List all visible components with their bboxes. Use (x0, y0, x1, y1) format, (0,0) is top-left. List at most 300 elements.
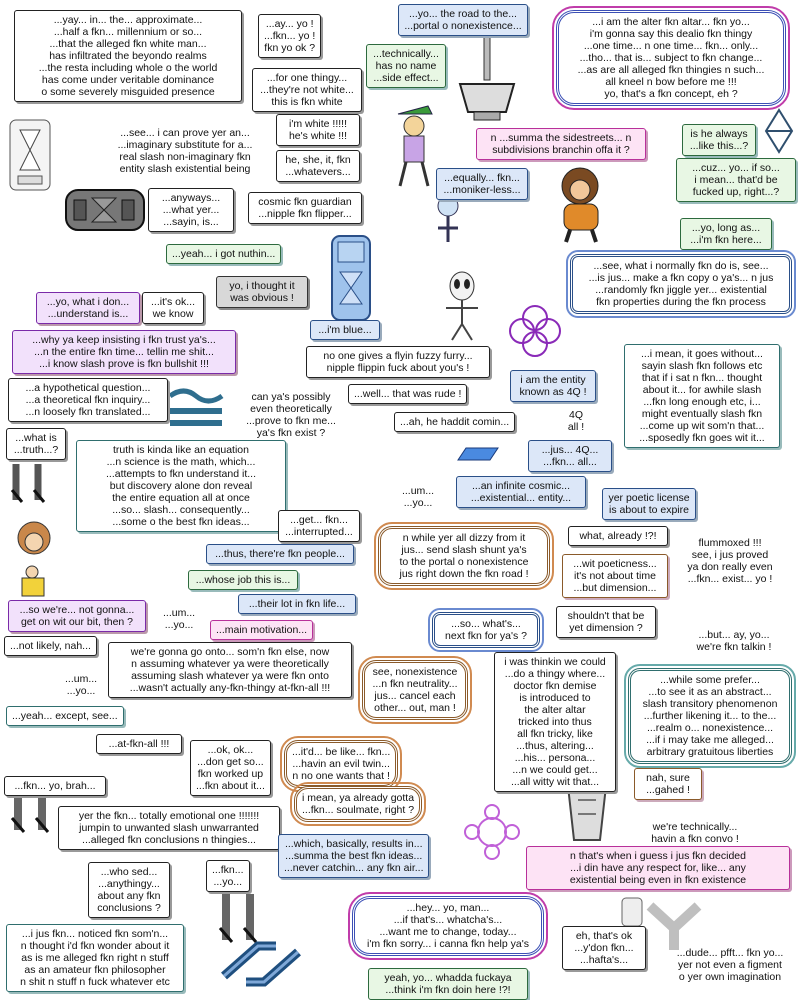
speech-line: ...imaginary substitute for a... (117, 139, 253, 151)
speech-line: we're technically... (652, 821, 738, 833)
speech-line: ...randomly fkn jiggle yer... existential (595, 284, 767, 296)
speech-line: ...for one thingy... (266, 72, 348, 84)
speech-line: ...yo... (403, 497, 433, 509)
speech-bubble-b50 (210, 620, 313, 640)
speech-line: ...what yer... (162, 204, 220, 216)
speech-bubble-b19 (570, 254, 792, 314)
speech-line: as an amateur fkn philosopher (24, 964, 166, 976)
speech-line: ...alleged fkn conclusions n thingies... (82, 834, 256, 846)
speech-line: ...not likely, nah... (10, 640, 91, 652)
speech-line: existential being even in fkn existence (569, 874, 747, 886)
speech-bubble-b29 (510, 370, 596, 402)
speech-line: arbitrary gratuitous liberties (646, 746, 774, 758)
speech-line: ...so... slash... consequently... (112, 504, 250, 516)
speech-line: ...n the entire fkn time... tellin me shit... (34, 346, 214, 358)
speech-line: ...portal o nonexistence... (404, 20, 522, 32)
speech-bubble-b52 (4, 636, 97, 656)
speech-line: ...if that's... whatcha's... (393, 914, 503, 926)
figure-small-stone (620, 896, 644, 928)
speech-line: ...some o the best fkn ideas... (112, 516, 250, 528)
speech-line: truth is kinda like an equation (112, 444, 249, 456)
speech-line: yeah, yo... whadda fuckaya (384, 972, 512, 984)
speech-line: ...wasn't actually any-fkn-thingy at-fkn-all !!! (129, 682, 331, 694)
speech-line: ...yeah... except, see... (12, 710, 118, 722)
speech-bubble-b49 (556, 606, 656, 638)
speech-line: fkn properties during the fkn process (596, 296, 766, 308)
speech-bubble-b64 (294, 786, 422, 822)
speech-line: ...yo... (213, 876, 243, 888)
speech-bubble-b56 (628, 668, 792, 764)
speech-line: ...i am the alter fkn altar... fkn yo... (592, 16, 750, 28)
speech-bubble-b33 (6, 428, 66, 460)
speech-line: ...half a fkn... millennium or so... (53, 26, 203, 38)
speech-bubble-b55 (494, 652, 616, 792)
speech-line: ...that the alleged fkn white man... (49, 38, 207, 50)
speech-line: ...his... persona... (514, 752, 596, 764)
speech-line: no one gives a flyin fuzzy furry... (323, 350, 473, 362)
speech-bubble-b40 (568, 526, 668, 546)
speech-line: yer poetic license (608, 492, 690, 504)
speech-line: ...see, what i normally fkn do is, see... (593, 260, 769, 272)
speech-line: ...whatevers... (285, 166, 351, 178)
speech-line: ...well... that was rude ! (354, 388, 462, 400)
speech-line: fkn yo ok ? (264, 42, 316, 54)
speech-line: ...see... i can prove yer an... (120, 127, 250, 139)
speech-bubble-b41 (670, 534, 790, 588)
speech-bubble-b12 (366, 44, 446, 88)
speech-line: cosmic fkn guardian (258, 196, 352, 208)
speech-bubble-b74 (368, 968, 528, 1000)
speech-line: ...jus... 4Q... (541, 444, 599, 456)
speech-line: ...side effect... (373, 72, 439, 84)
speech-line: we know (152, 308, 194, 320)
stone-idol-figure (6, 116, 54, 194)
speech-bubble-b32 (624, 344, 780, 448)
speech-line: real slash non-imaginary fkn (119, 151, 251, 163)
speech-line: ...equally... fkn... (444, 172, 520, 184)
speech-line: ...tho... that is... subject to fkn change... (579, 52, 763, 64)
speech-bubble-b08 (248, 192, 362, 224)
speech-bubble-b24 (306, 346, 490, 378)
speech-line: ...but dimension... (573, 582, 657, 594)
speech-line: shouldn't that be (567, 610, 645, 622)
speech-bubble-b60 (284, 740, 398, 788)
speech-bubble-b46 (158, 604, 200, 634)
speech-line: get on wit our bit, then ? (20, 616, 134, 628)
speech-line: ...technically... (373, 48, 439, 60)
speech-line: see, nonexistence (372, 666, 458, 678)
speech-line: i'm gonna say this dealio fkn thingy (589, 28, 753, 40)
speech-line: ...understand is... (47, 308, 129, 320)
stone-tablet-figure (62, 184, 148, 236)
speech-line: ...prove to fkn me... (246, 415, 336, 427)
speech-line: nipple flippin fuck about you's ! (326, 362, 470, 374)
speech-line: havin a fkn convo ! (651, 833, 739, 845)
speech-line: conclusions ? (97, 902, 161, 914)
speech-line: jus... cancel each (374, 690, 456, 702)
speech-bubble-b42 (206, 544, 354, 564)
speech-line: ...is jus... make a fkn copy o ya's... n jus (588, 272, 774, 284)
speech-line: ...fkn... (212, 864, 244, 876)
speech-line: ...never catchin... any fkn air... (284, 862, 424, 874)
speech-line: ...if i may take me alleged... (646, 734, 774, 746)
speech-line: ...wit poeticness... (573, 558, 657, 570)
speech-line: ...one time... n one time... fkn... only... (583, 40, 759, 52)
speech-line: ...attempts to fkn understand it... (106, 468, 256, 480)
speech-bubble-b21 (142, 292, 204, 324)
speech-bubble-b58 (6, 706, 124, 726)
speech-line: that if i sat n fkn... thought (641, 372, 763, 384)
speech-bubble-b22 (310, 320, 380, 340)
speech-bubble-b17 (676, 158, 796, 202)
speech-line: o some severely misguided presence (41, 86, 215, 98)
speech-line: ...which, basically, results in... (284, 838, 423, 850)
speech-line: ...the resta including whole o the world (38, 62, 218, 74)
speech-line: ...ok, ok... (207, 744, 254, 756)
speech-line: ...hafta's... (579, 954, 629, 966)
speech-line: o yer own imagination (678, 971, 782, 983)
speech-bubble-b11 (398, 4, 528, 36)
speech-line: ...fkn long enough etc, i... (643, 396, 761, 408)
speech-line: ...main motivation... (216, 624, 308, 636)
speech-line: ...yo, long as... (691, 222, 761, 234)
speech-line: n while yer all dizzy from it (402, 532, 526, 544)
speech-line: this is fkn white (271, 96, 343, 108)
speech-line: sayin slash fkn follows etc (641, 360, 763, 372)
speech-bubble-b28 (394, 412, 515, 432)
speech-bubble-b68 (526, 846, 790, 890)
speech-line: ...fkn... yo ! (264, 30, 316, 42)
speech-line: ...get... fkn... (290, 514, 348, 526)
speech-line: ...n science is the math, which... (106, 456, 256, 468)
speech-line: yo, that's a fkn concept, eh ? (604, 88, 738, 100)
speech-line: ...ay... yo ! (265, 18, 314, 30)
speech-bubble-b39 (378, 526, 550, 586)
speech-line: he, she, it, fkn (285, 154, 351, 166)
speech-line: we're fkn talkin ! (696, 641, 772, 653)
speech-line: ...interrupted... (285, 526, 353, 538)
speech-line: is introduced to (519, 692, 591, 704)
speech-line: ...dude... pfft... fkn yo... (676, 947, 784, 959)
speech-line: ...um... (401, 485, 435, 497)
speech-line: ...so we're... not gonna... (19, 604, 135, 616)
speech-line: ...whose job this is... (195, 574, 291, 586)
speech-line: ...n loosely fkn translated... (25, 406, 151, 418)
speech-line: ...havin an evil twin... (292, 758, 390, 770)
speech-line: slash transitory phenomenon (642, 698, 778, 710)
speech-line: ...don get so... (197, 756, 264, 768)
speech-line: i'm fkn sorry... i canna fkn help ya's (367, 938, 529, 950)
speech-bubble-b36 (456, 476, 586, 508)
speech-line: n assuming whatever ya were theoretically (131, 658, 329, 670)
speech-line: ...i din have any respect for, like... any (570, 862, 746, 874)
speech-line: ...fkn... soulmate, right ? (302, 804, 415, 816)
speech-line: ...a hypothetical question... (25, 382, 151, 394)
speech-line: ...y'don fkn... (574, 942, 634, 954)
approx-equal-icon (166, 384, 226, 434)
speech-line: n no one wants that ! (292, 770, 390, 782)
speech-line: ...so... what's... (451, 618, 521, 630)
speech-bubble-b03 (252, 68, 362, 112)
speech-line: ...realm o... nonexistence... (646, 722, 774, 734)
speech-line: ...think i'm fkn doin here !?! (385, 984, 511, 996)
speech-line: ...thus, there're fkn people... (215, 548, 345, 560)
blue-creature-figure (428, 192, 468, 248)
speech-bubble-b05 (276, 150, 360, 182)
speech-bubble-b07 (148, 188, 234, 232)
speech-line: about it... for awhile slash (642, 384, 762, 396)
speech-line: but discovery alone don reveal (109, 480, 253, 492)
speech-line: other... out, man ! (374, 702, 456, 714)
speech-line: the alter altar (524, 704, 586, 716)
speech-bubble-b27 (348, 384, 467, 404)
speech-line: subdivisions branchin offa it ? (492, 144, 630, 156)
speech-bubble-b15 (682, 124, 756, 156)
speech-bubble-b70 (206, 860, 250, 892)
speech-bubble-b45 (8, 600, 146, 632)
speech-line: ...yo, what i don... (46, 296, 130, 308)
speech-line: ...like this...? (689, 140, 749, 152)
speech-line: see, i jus proved (691, 549, 769, 561)
speech-line: ...i'm blue... (318, 324, 372, 336)
speech-line: fucked up, right...? (692, 186, 780, 198)
speech-line: was obvious ! (230, 292, 294, 304)
speech-line: ...summa the best fkn ideas... (285, 850, 423, 862)
speech-line: ...i mean, it goes without... (641, 348, 763, 360)
speech-line: ...yo... the road to the... (409, 8, 517, 20)
speech-line: next fkn for ya's ? (445, 630, 527, 642)
speech-line: ...fkn... exist... yo ! (687, 573, 773, 585)
speech-line: all fkn tricky, like (517, 728, 593, 740)
speech-line: ...yay... in... the... approximate... (53, 14, 203, 26)
speech-line: ...i'm fkn here... (690, 234, 762, 246)
speech-line: ...fkn... all... (543, 456, 597, 468)
speech-line: ...cuz... yo... if so... (692, 162, 780, 174)
speech-line: ...further likening it... to the... (643, 710, 777, 722)
speech-bubble-b25 (8, 378, 168, 422)
speech-line: doctor fkn demise (513, 680, 597, 692)
speech-line: all ! (567, 421, 585, 433)
speech-line: tricked into thus (518, 716, 592, 728)
speech-line: ...as are all alleged fkn thingies n such... (577, 64, 765, 76)
speech-bubble-b54 (362, 660, 468, 720)
speech-line: we're gonna go onto... som'n fkn else, now (130, 646, 330, 658)
speech-line: ...but... ay, yo... (698, 629, 770, 641)
speech-line: n that's when i guess i jus fkn decided (570, 850, 746, 862)
speech-line: assuming slash whatever ya were fkn onto (131, 670, 329, 682)
speech-line: ...fkn about it... (196, 780, 265, 792)
speech-line: ...a theoretical fkn inquiry... (25, 394, 151, 406)
speech-bubble-b37 (602, 488, 696, 520)
speech-bubble-b35 (396, 482, 440, 512)
speech-line: it's not about time (574, 570, 656, 582)
speech-bubble-b23 (12, 330, 236, 374)
speech-line: as is me alleged fkn right n stuff (21, 952, 169, 964)
speech-line: ...yeah... i got nuthin... (172, 248, 276, 260)
speech-line: is about to expire (609, 504, 689, 516)
speech-line: flummoxed !!! (698, 537, 762, 549)
speech-line: ...to see it as an abstract... (648, 686, 772, 698)
speech-bubble-b18 (680, 218, 772, 250)
speech-line: can ya's possibly (251, 391, 331, 403)
speech-line: i'm white !!!!! (288, 118, 348, 130)
speech-line: i was thinkin we could (504, 656, 606, 668)
speech-bubble-b38 (278, 510, 360, 542)
speech-line: ...want me to change, today... (379, 926, 517, 938)
speech-line: jus... send slash shunt ya's (401, 544, 527, 556)
speech-line: ...who sed... (100, 866, 158, 878)
speech-line: ...anyways... (161, 192, 221, 204)
speech-line: about any fkn (97, 890, 161, 902)
speech-line: jumpin to unwanted slash unwarranted (79, 822, 259, 834)
speech-line: i mean, ya already gotta (302, 792, 415, 804)
speech-line: might eventually slash fkn (641, 408, 763, 420)
speech-bubble-b65 (58, 806, 280, 850)
speech-bubble-b75 (664, 944, 796, 986)
speech-line: yer the fkn... totally emotional one !!!!!!! (78, 810, 260, 822)
speech-bubble-b26 (236, 388, 346, 442)
speech-bubble-b66 (640, 818, 750, 848)
speech-bubble-b10 (216, 276, 308, 308)
speech-line: ...do a thingy where... (504, 668, 606, 680)
speech-line: jus right down the fkn road ! (399, 568, 529, 580)
speech-bubble-b59 (96, 734, 182, 754)
speech-bubble-b34 (76, 440, 286, 532)
stone-pillar-figure (454, 24, 534, 124)
speech-bubble-b63 (4, 776, 106, 796)
speech-line: n ...summa the sidestreets... n (490, 132, 632, 144)
speech-line: ...um... (163, 607, 196, 619)
speech-line: ...an infinite cosmic... (471, 480, 571, 492)
speech-line: ...moniker-less... (443, 184, 521, 196)
speech-line: ...their lot in fkn life... (248, 598, 346, 610)
ghost-legs-figure (8, 460, 48, 504)
speech-line: ...hey... yo, man... (406, 902, 490, 914)
speech-bubble-b57 (60, 670, 102, 700)
speech-line: ...come up wit som'n that... (639, 420, 765, 432)
speech-line: ...while some prefer... (660, 674, 760, 686)
purple-knot-icon (508, 304, 562, 358)
speech-bubble-b06 (100, 124, 270, 178)
speech-line: ...n we could get... (512, 764, 598, 776)
speech-bubble-b62 (634, 768, 702, 800)
speech-line: nah, sure (646, 772, 690, 784)
speech-bubble-b20 (36, 292, 140, 324)
speech-line: he's white !!! (288, 130, 348, 142)
speech-line: known as 4Q ! (519, 386, 587, 398)
speech-line: n thought i'd fkn wonder about it (20, 940, 170, 952)
speech-line: ...they're not white... (260, 84, 354, 96)
speech-line: ...ah, he haddit comin... (400, 416, 510, 428)
speech-line: all kneel n bow before me !!! (605, 76, 737, 88)
swirl-fractal-icon (460, 800, 524, 864)
zigzag-arrow-icon (218, 936, 304, 992)
speech-bubble-b48 (432, 612, 540, 648)
speech-line: ...at-fkn-all !!! (108, 738, 170, 750)
speech-line: ...truth...? (13, 444, 59, 456)
speech-bubble-b69 (88, 862, 170, 918)
speech-line: has infiltrated the beyondo realms (49, 50, 207, 62)
speech-line: ...um... (65, 673, 98, 685)
speech-line: fkn worked up (197, 768, 264, 780)
blue-idol-figure (326, 232, 376, 324)
speech-bubble-b67 (278, 834, 429, 878)
speech-line: yo, i thought it (229, 280, 295, 292)
speech-line: yer not even a figment (678, 959, 782, 971)
speech-bubble-b31 (528, 440, 612, 472)
speech-line: ...it's ok... (150, 296, 195, 308)
speech-bubble-b30 (556, 406, 596, 436)
speech-bubble-b44 (188, 570, 298, 590)
speech-line: ...it'd... be like... fkn... (292, 746, 391, 758)
speech-bubble-b04 (276, 114, 360, 146)
speech-bubble-b13 (556, 10, 786, 106)
speech-bubble-b14 (476, 128, 646, 160)
speech-line: ya don really even (687, 561, 773, 573)
speech-bubble-b53 (108, 642, 352, 698)
speech-bubble-b02 (258, 14, 321, 58)
curly-haired-figure (12, 520, 56, 604)
speech-line: i mean... that'd be (694, 174, 778, 186)
speech-line: n shit n stuff n fuck whatever etc (20, 976, 170, 988)
speech-line: ...why ya keep insisting i fkn trust ya's... (32, 334, 216, 346)
speech-line: 4Q (568, 409, 583, 421)
speech-line: ...what is (15, 432, 57, 444)
speech-line: ...thus, altering... (516, 740, 594, 752)
speech-line: ...i jus fkn... noticed fkn som'n... (21, 928, 169, 940)
speech-line: ...all witty wit that... (510, 776, 600, 788)
speech-bubble-b71 (6, 924, 184, 992)
speech-line: even theoretically (250, 403, 332, 415)
speech-line: ...sposedly fkn goes wit it... (639, 432, 765, 444)
speech-line: ...anythingy... (98, 878, 160, 890)
speech-bubble-b47 (238, 594, 356, 614)
speech-line: ...n fkn neutrality... (372, 678, 458, 690)
speech-bubble-b51 (674, 626, 794, 656)
speech-line: yet dimension ? (569, 622, 643, 634)
speech-line: ...i know slash prove is fkn bullshit !!! (39, 358, 209, 370)
speech-line: what, already !?! (579, 530, 657, 542)
speech-line: ...yo... (66, 685, 96, 697)
speech-line: ...gahed ! (646, 784, 690, 796)
speech-line: has come under veritable dominance (41, 74, 215, 86)
speech-line: to the portal o nonexistence (399, 556, 529, 568)
green-hat-figure (388, 104, 442, 192)
speech-line: ...fkn... yo, brah... (14, 780, 96, 792)
speech-bubble-b43 (562, 554, 668, 598)
speech-line: ...existential... entity... (470, 492, 572, 504)
speech-line: entity slash existential being (119, 163, 251, 175)
speech-line: eh, that's ok (575, 930, 633, 942)
speech-line: ...yo... (164, 619, 194, 631)
parallelogram-icon (456, 446, 500, 462)
speech-bubble-b09 (166, 244, 281, 264)
speech-bubble-b01 (14, 10, 242, 102)
speech-line: is he always (690, 128, 748, 140)
speech-line: ...nipple fkn flipper... (258, 208, 352, 220)
speech-line: ...sayin, is... (163, 216, 219, 228)
speech-bubble-b73 (562, 926, 646, 970)
speech-bubble-b72 (352, 896, 544, 956)
caveman-figure (540, 162, 622, 246)
speech-line: the entire equation all at once (112, 492, 250, 504)
speech-line: i am the entity (520, 374, 586, 386)
alien-figure (438, 270, 486, 342)
diamond-icon (764, 108, 794, 154)
speech-line: has no name (375, 60, 437, 72)
speech-bubble-b16 (436, 168, 528, 200)
speech-bubble-b61 (190, 740, 271, 796)
